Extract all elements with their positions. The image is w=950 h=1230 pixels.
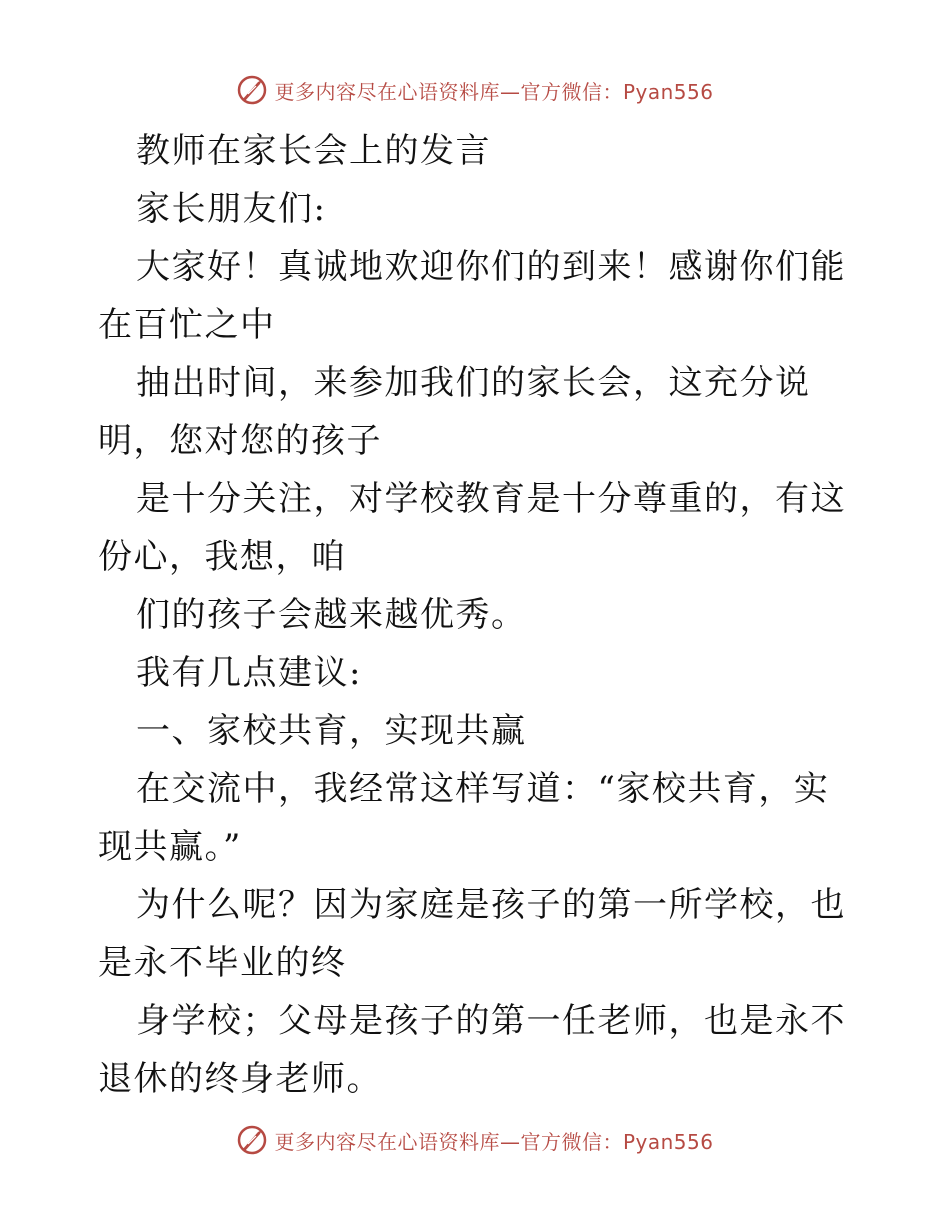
header-watermark [0, 70, 950, 110]
paragraph: 为什么呢？因为家庭是孩子的第一所学校，也是永不毕业的终 [98, 885, 846, 983]
paragraph: 身学校；父母是孩子的第一任老师，也是永不退休的终身老师。 [98, 1001, 846, 1099]
watermark-text: 更多内容尽在心语资料库—官方微信：Pyan556 [274, 1129, 714, 1154]
footer-watermark [0, 1120, 950, 1160]
paragraph: 在交流中，我经常这样写道：“家校共育，实现共赢。” [98, 769, 830, 867]
quill-pen-logo-icon [236, 1124, 268, 1156]
paragraph: 家长朋友们: [136, 189, 327, 229]
section-heading: 一、家校共育，实现共赢 [136, 711, 527, 751]
document-body [98, 122, 854, 1108]
watermark-text: 更多内容尽在心语资料库—官方微信：Pyan556 [274, 79, 714, 104]
document-title: 教师在家长会上的发言 [136, 131, 491, 171]
paragraph: 我有几点建议: [136, 653, 362, 693]
paragraph: 是十分关注，对学校教育是十分尊重的，有这份心，我想，咱 [98, 479, 846, 577]
paragraph: 大家好！真诚地欢迎你们的到来！感谢你们能在百忙之中 [98, 247, 846, 345]
paragraph: 们的孩子会越来越优秀。 [136, 595, 527, 635]
paragraph: 抽出时间，来参加我们的家长会，这充分说明，您对您的孩子 [98, 363, 811, 461]
quill-pen-logo-icon [236, 74, 268, 106]
